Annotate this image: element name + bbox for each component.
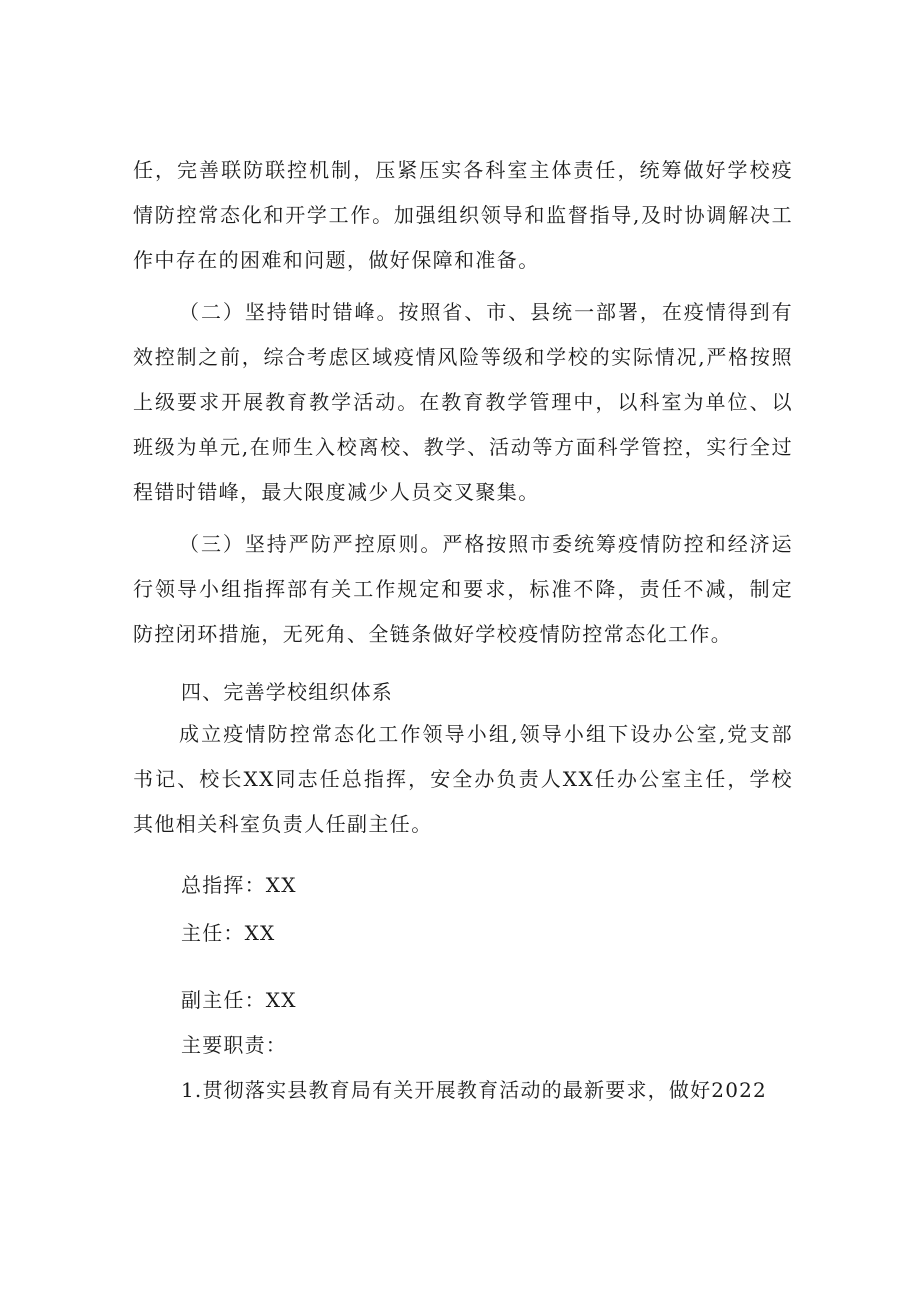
duties-heading: 主要职责： (181, 1033, 287, 1057)
section-heading-organization: 四、完善学校组织体系 (181, 680, 393, 704)
paragraph-stagger-peaks: （二）坚持错时错峰。按照省、市、县统一部署，在疫情得到有效控制之前，综合考虑区域疫情风险等级和学校的实际情况,严格按照上级要求开展教育教学活动。在教育教学管理中，以科室为单位、以班级为单元,在师生入校离校、教学、活动等方面科学管控，实行全过程错时错峰，最大限度减少人员交叉聚集。 (133, 300, 793, 504)
deputy-director-line: 副主任：XX (181, 988, 297, 1012)
paragraph-leadership-group: 成立疫情防控常态化工作领导小组,领导小组下设办公室,党支部书记、校长XX同志任总指挥，安全办负责人XX任办公室主任，学校其他相关科室负责人任副主任。 (133, 722, 793, 836)
paragraph-strict-control: （三）坚持严防严控原则。严格按照市委统筹疫情防控和经济运行领导小组指挥部有关工作规定和要求，标准不降，责任不减，制定防控闭环措施，无死角、全链条做好学校疫情防控常态化工作。 (133, 532, 793, 646)
commander-line: 总指挥：XX (181, 873, 297, 897)
director-line: 主任：XX (181, 921, 276, 945)
paragraph-continued: 任，完善联防联控机制，压紧压实各科室主体责任，统筹做好学校疫情防控常态化和开学工作。加强组织领导和监督指导,及时协调解决工作中存在的困难和问题，做好保障和准备。 (133, 158, 793, 272)
duty-item-1: 1.贯彻落实县教育局有关开展教育活动的最新要求，做好2022 (181, 1078, 767, 1102)
